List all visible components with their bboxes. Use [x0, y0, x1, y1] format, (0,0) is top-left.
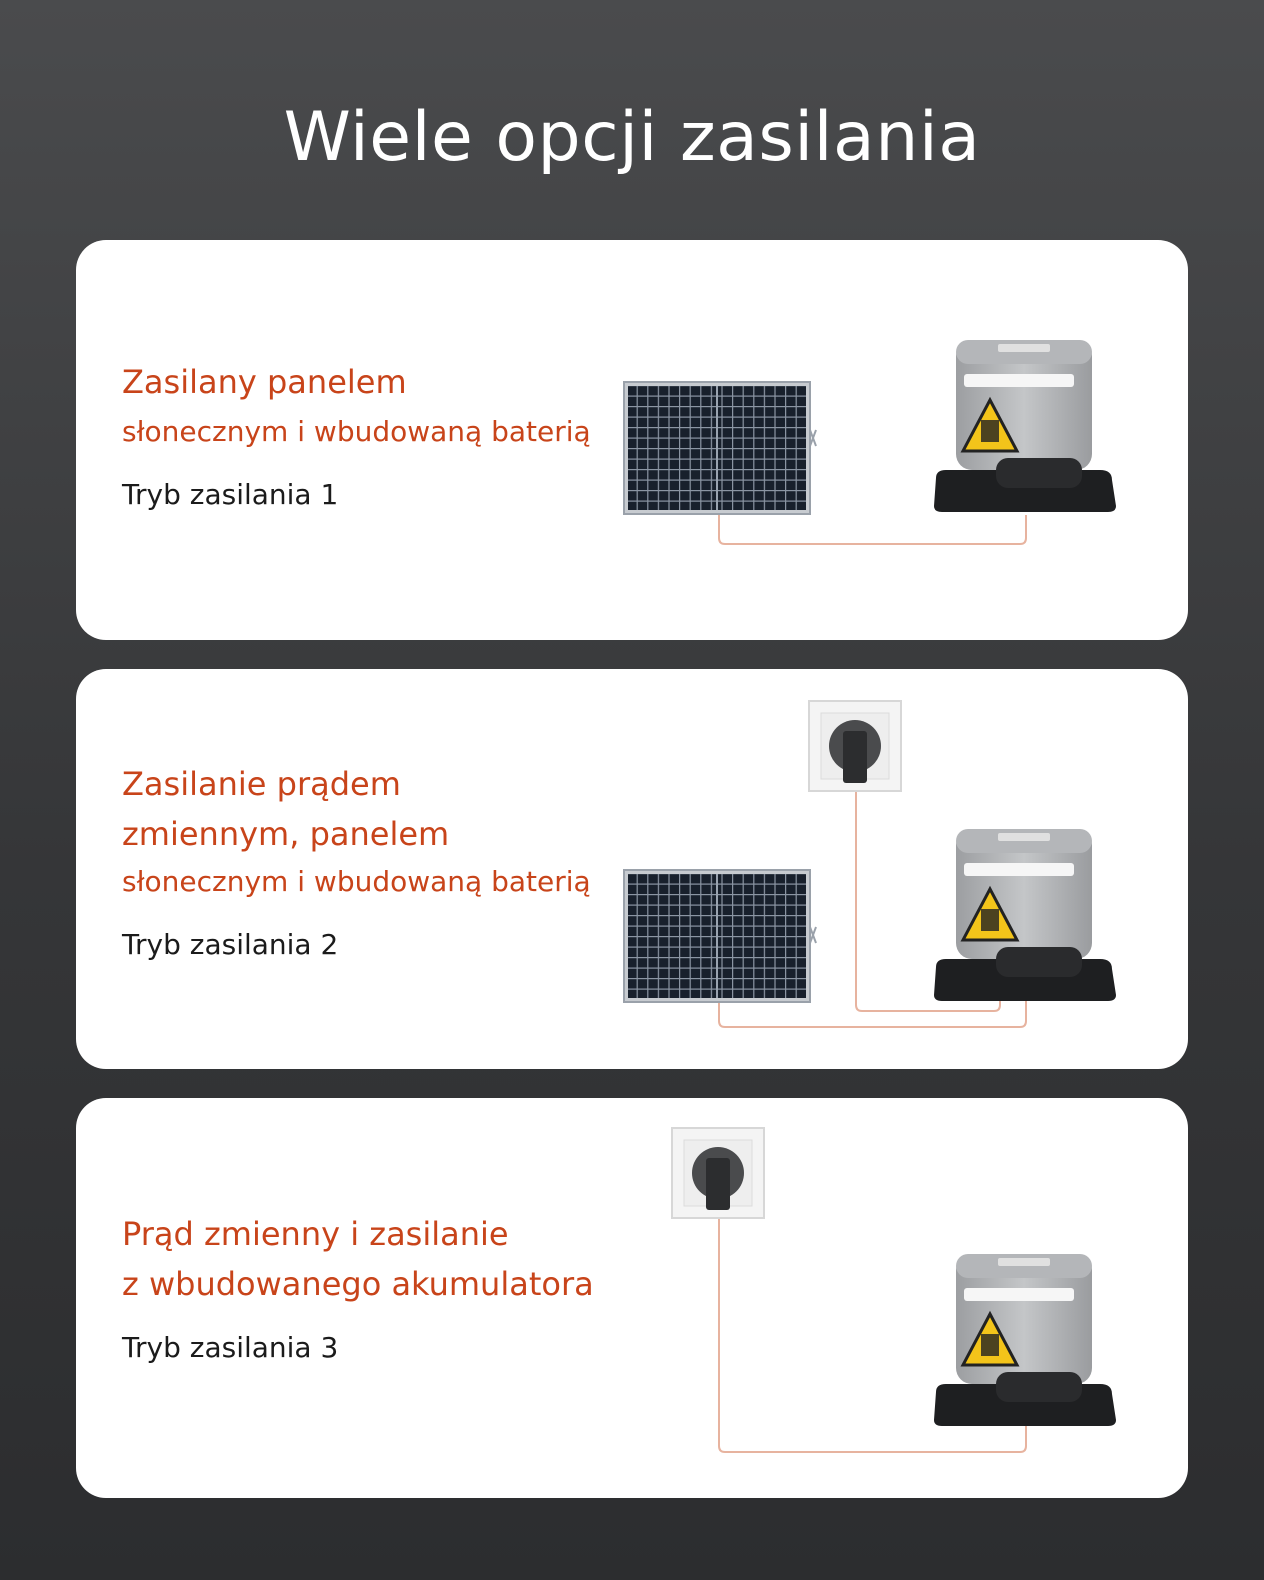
gate-opener-motor-icon — [934, 340, 1116, 512]
power-socket-icon — [809, 701, 901, 791]
option-heading-line: zmiennym, panelem — [122, 815, 450, 853]
option-heading-line: Zasilanie prądem — [122, 765, 401, 803]
option-heading-line: słonecznym i wbudowaną baterią — [122, 415, 591, 448]
option-heading-line: słonecznym i wbudowaną baterią — [122, 865, 591, 898]
power-diagram — [76, 669, 1188, 1069]
option-heading-line: Zasilany panelem — [122, 363, 407, 401]
power-mode-label: Tryb zasilania 2 — [122, 928, 339, 961]
cable-line — [719, 999, 1026, 1027]
power-option-card-3 — [76, 1098, 1188, 1498]
option-heading-line: Prąd zmienny i zasilanie — [122, 1215, 509, 1253]
option-heading-line: z wbudowanego akumulatora — [122, 1265, 594, 1303]
solar-panel-icon — [624, 382, 816, 514]
power-option-card-2 — [76, 669, 1188, 1069]
gate-opener-motor-icon — [934, 829, 1116, 1001]
page-title: Wiele opcji zasilania — [283, 98, 981, 177]
power-option-card-1 — [76, 240, 1188, 640]
solar-panel-icon — [624, 870, 816, 1002]
power-socket-icon — [672, 1128, 764, 1218]
power-diagram — [76, 1098, 1188, 1498]
power-mode-label: Tryb zasilania 1 — [122, 478, 339, 511]
gate-opener-motor-icon — [934, 1254, 1116, 1426]
power-mode-label: Tryb zasilania 3 — [122, 1331, 339, 1364]
cable-line — [719, 513, 1026, 544]
power-diagram — [76, 240, 1188, 640]
